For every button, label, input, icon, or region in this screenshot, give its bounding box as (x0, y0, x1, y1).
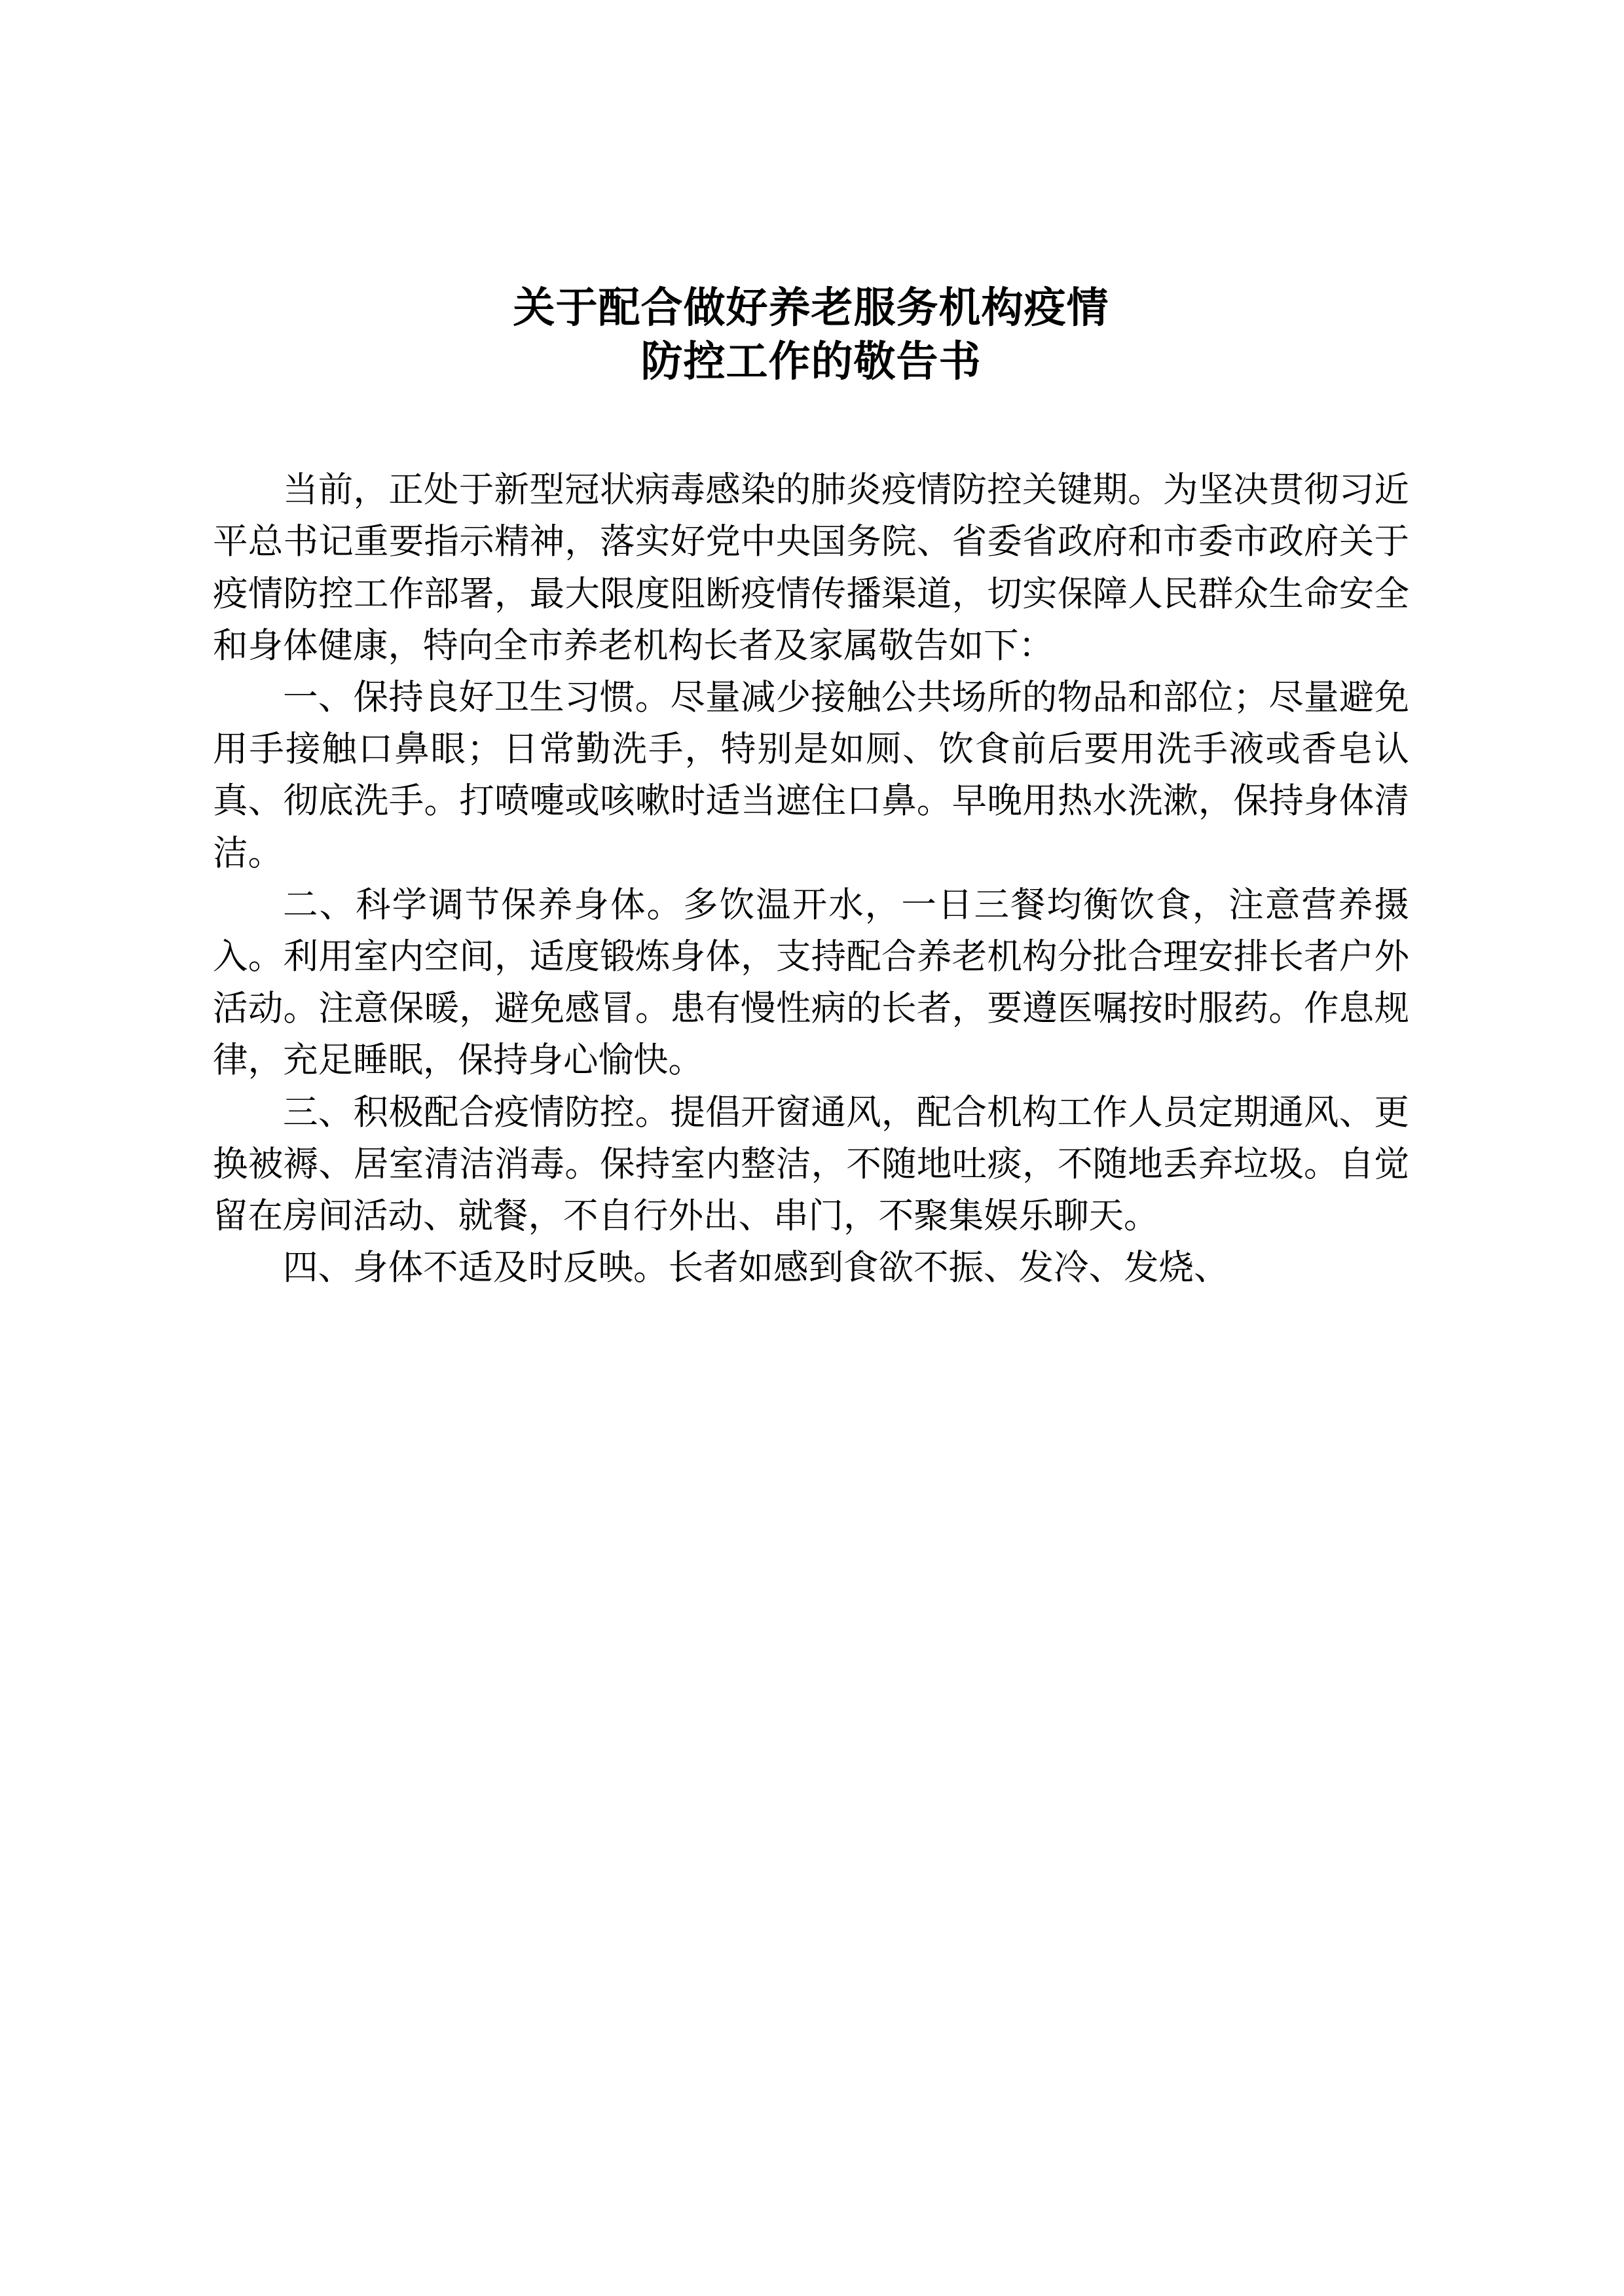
paragraph-item-1: 一、保持良好卫生习惯。尽量减少接触公共场所的物品和部位；尽量避免用手接触口鼻眼；日常勤洗手，特别是如厕、饮食前后要用洗手液或香皂认真、彻底洗手。打喷嚏或咳嗽时适当遮住口鼻。早晚用热水洗漱，保持身体清洁。 (213, 676, 1409, 873)
paragraph-item-3: 三、积极配合疫情防控。提倡开窗通风，配合机构工作人员定期通风、更换被褥、居室清洁消毒。保持室内整洁，不随地吐痰，不随地丢弃垃圾。自觉留在房间活动、就餐，不自行外出、串门，不聚集娱乐聊天。 (213, 1091, 1409, 1236)
document-title (213, 0, 1409, 388)
paragraph-item-2: 二、科学调节保养身体。多饮温开水，一日三餐均衡饮食，注意营养摄入。利用室内空间，适度锻炼身体，支持配合养老机构分批合理安排长者户外活动。注意保暖，避免感冒。患有慢性病的长者，要遵医嘱按时服药。作息规律，充足睡眠，保持身心愉快。 (213, 883, 1409, 1081)
paragraph-intro: 当前，正处于新型冠状病毒感染的肺炎疫情防控关键期。为坚决贯彻习近平总书记重要指示精神，落实好党中央国务院、省委省政府和市委市政府关于疫情防控工作部署，最大限度阻断疫情传播渠道，切实保障人民群众生命安全和身体健康，特向全市养老机构长者及家属敬告如下： (213, 469, 1409, 666)
paragraph-item-4: 四、身体不适及时反映。长者如感到食欲不振、发冷、发烧、 (283, 1247, 1229, 1288)
page-content-column (213, 0, 1409, 1293)
document-title-line-1: 关于配合做好养老服务机构疫情 (513, 283, 1109, 333)
document-title-line-2: 防控工作的敬告书 (640, 337, 982, 387)
document-body (213, 464, 1409, 1293)
